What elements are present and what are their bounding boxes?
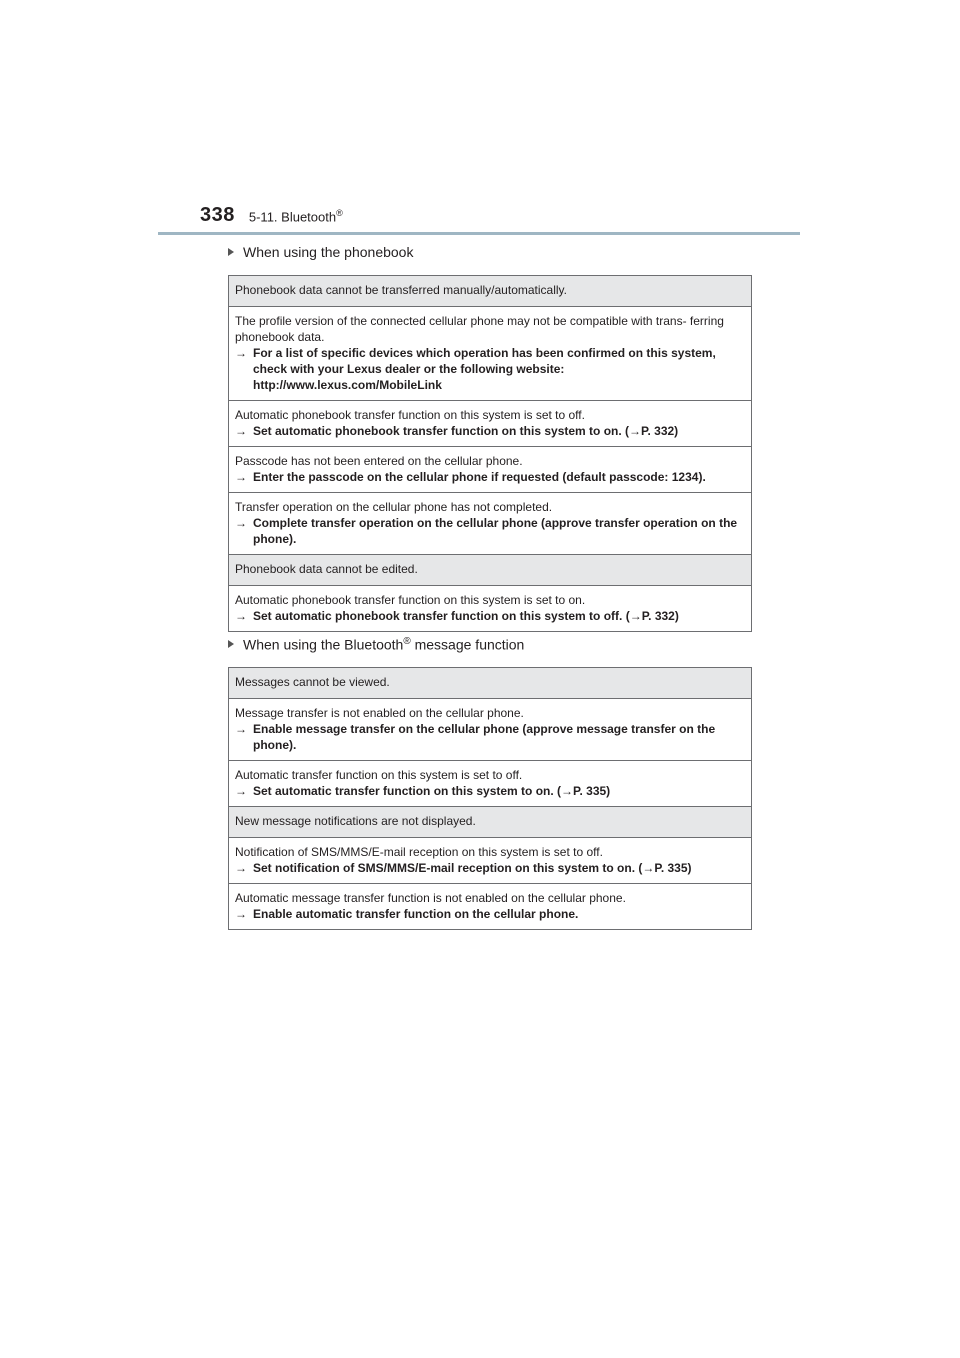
messages-heading-post: message function (410, 636, 525, 653)
cause-remedy-row (229, 586, 751, 632)
remedy-text: Set automatic phonebook transfer function on this system to off. (→P. 332) (253, 609, 679, 623)
arrow-icon: → (235, 861, 247, 875)
messages-table (228, 667, 752, 930)
messages-heading (228, 636, 524, 653)
cause-text: Automatic transfer function on this system is set to off. (235, 768, 523, 782)
cause-text: Passcode has not been entered on the cellular phone. (235, 454, 523, 468)
remedy-text: For a list of specific devices which operation has been confirmed on this system, check with your Lexus dealer or the following website: http://www.lexus.com/MobileLink (253, 346, 716, 392)
cause-remedy-row (229, 838, 751, 884)
cause-remedy-row (229, 884, 751, 930)
cause-text: Automatic message transfer function is not enabled on the cellular phone. (235, 891, 626, 905)
cause-text: Message transfer is not enabled on the cellular phone. (235, 706, 524, 720)
registered-mark: ® (403, 636, 411, 647)
arrow-icon: → (235, 424, 247, 438)
remedy (235, 423, 743, 439)
cause-text: The profile version of the connected cellular phone may not be compatible with trans- ferring phonebook data. (235, 314, 724, 344)
triangle-bullet-icon (228, 248, 234, 256)
remedy-text: Set automatic phonebook transfer function on this system to on. (→P. 332) (253, 424, 679, 438)
cause-text: Automatic phonebook transfer function on this system is set to on. (235, 593, 586, 607)
triangle-bullet-icon (228, 640, 234, 648)
cause-remedy-row (229, 493, 751, 555)
messages-heading-text (243, 636, 524, 653)
cause-remedy-row (229, 401, 751, 447)
problem-row: Phonebook data cannot be transferred manually/automatically. (229, 276, 751, 307)
cause-text: Automatic phonebook transfer function on this system is set to off. (235, 408, 585, 422)
arrow-icon: → (235, 346, 247, 360)
arrow-icon: → (235, 784, 247, 798)
registered-mark: ® (336, 207, 343, 218)
remedy (235, 515, 743, 547)
remedy (235, 721, 743, 753)
remedy (235, 783, 743, 799)
remedy-text: Set notification of SMS/MMS/E-mail reception on this system to on. (→P. 335) (253, 861, 692, 875)
problem-row: New message notifications are not displayed. (229, 807, 751, 838)
phonebook-table (228, 275, 752, 632)
cause-text: Notification of SMS/MMS/E-mail reception on this system is set to off. (235, 845, 603, 859)
phonebook-heading (228, 244, 413, 260)
cause-text: Transfer operation on the cellular phone has not completed. (235, 500, 553, 514)
arrow-icon: → (235, 516, 247, 530)
remedy (235, 860, 743, 876)
remedy-text: Enter the passcode on the cellular phone if requested (default passcode: 1234). (253, 470, 706, 484)
section-title (249, 208, 343, 224)
remedy (235, 469, 743, 485)
arrow-icon: → (235, 609, 247, 623)
phonebook-heading-text: When using the phonebook (243, 244, 414, 260)
cause-remedy-row (229, 699, 751, 761)
cause-remedy-row (229, 307, 751, 401)
remedy-text: Set automatic transfer function on this system to on. (→P. 335) (253, 784, 611, 798)
cause-remedy-row (229, 761, 751, 807)
messages-heading-pre: When using the Bluetooth (243, 636, 404, 653)
remedy (235, 906, 743, 922)
remedy (235, 345, 743, 393)
problem-row: Phonebook data cannot be edited. (229, 555, 751, 586)
cause-remedy-row (229, 447, 751, 493)
arrow-icon: → (235, 907, 247, 921)
header-rule (158, 232, 800, 235)
page-number: 338 (200, 204, 235, 226)
remedy (235, 608, 743, 624)
page-header (200, 204, 343, 232)
arrow-icon: → (235, 722, 247, 736)
arrow-icon: → (235, 470, 247, 484)
remedy-text: Enable message transfer on the cellular phone (approve message transfer on the phone). (253, 722, 716, 752)
section-title-text: 5-11. Bluetooth (248, 209, 337, 224)
remedy-text: Enable automatic transfer function on the cellular phone. (253, 907, 579, 921)
problem-row: Messages cannot be viewed. (229, 668, 751, 699)
remedy-text: Complete transfer operation on the cellular phone (approve transfer operation on the phone). (253, 516, 738, 546)
